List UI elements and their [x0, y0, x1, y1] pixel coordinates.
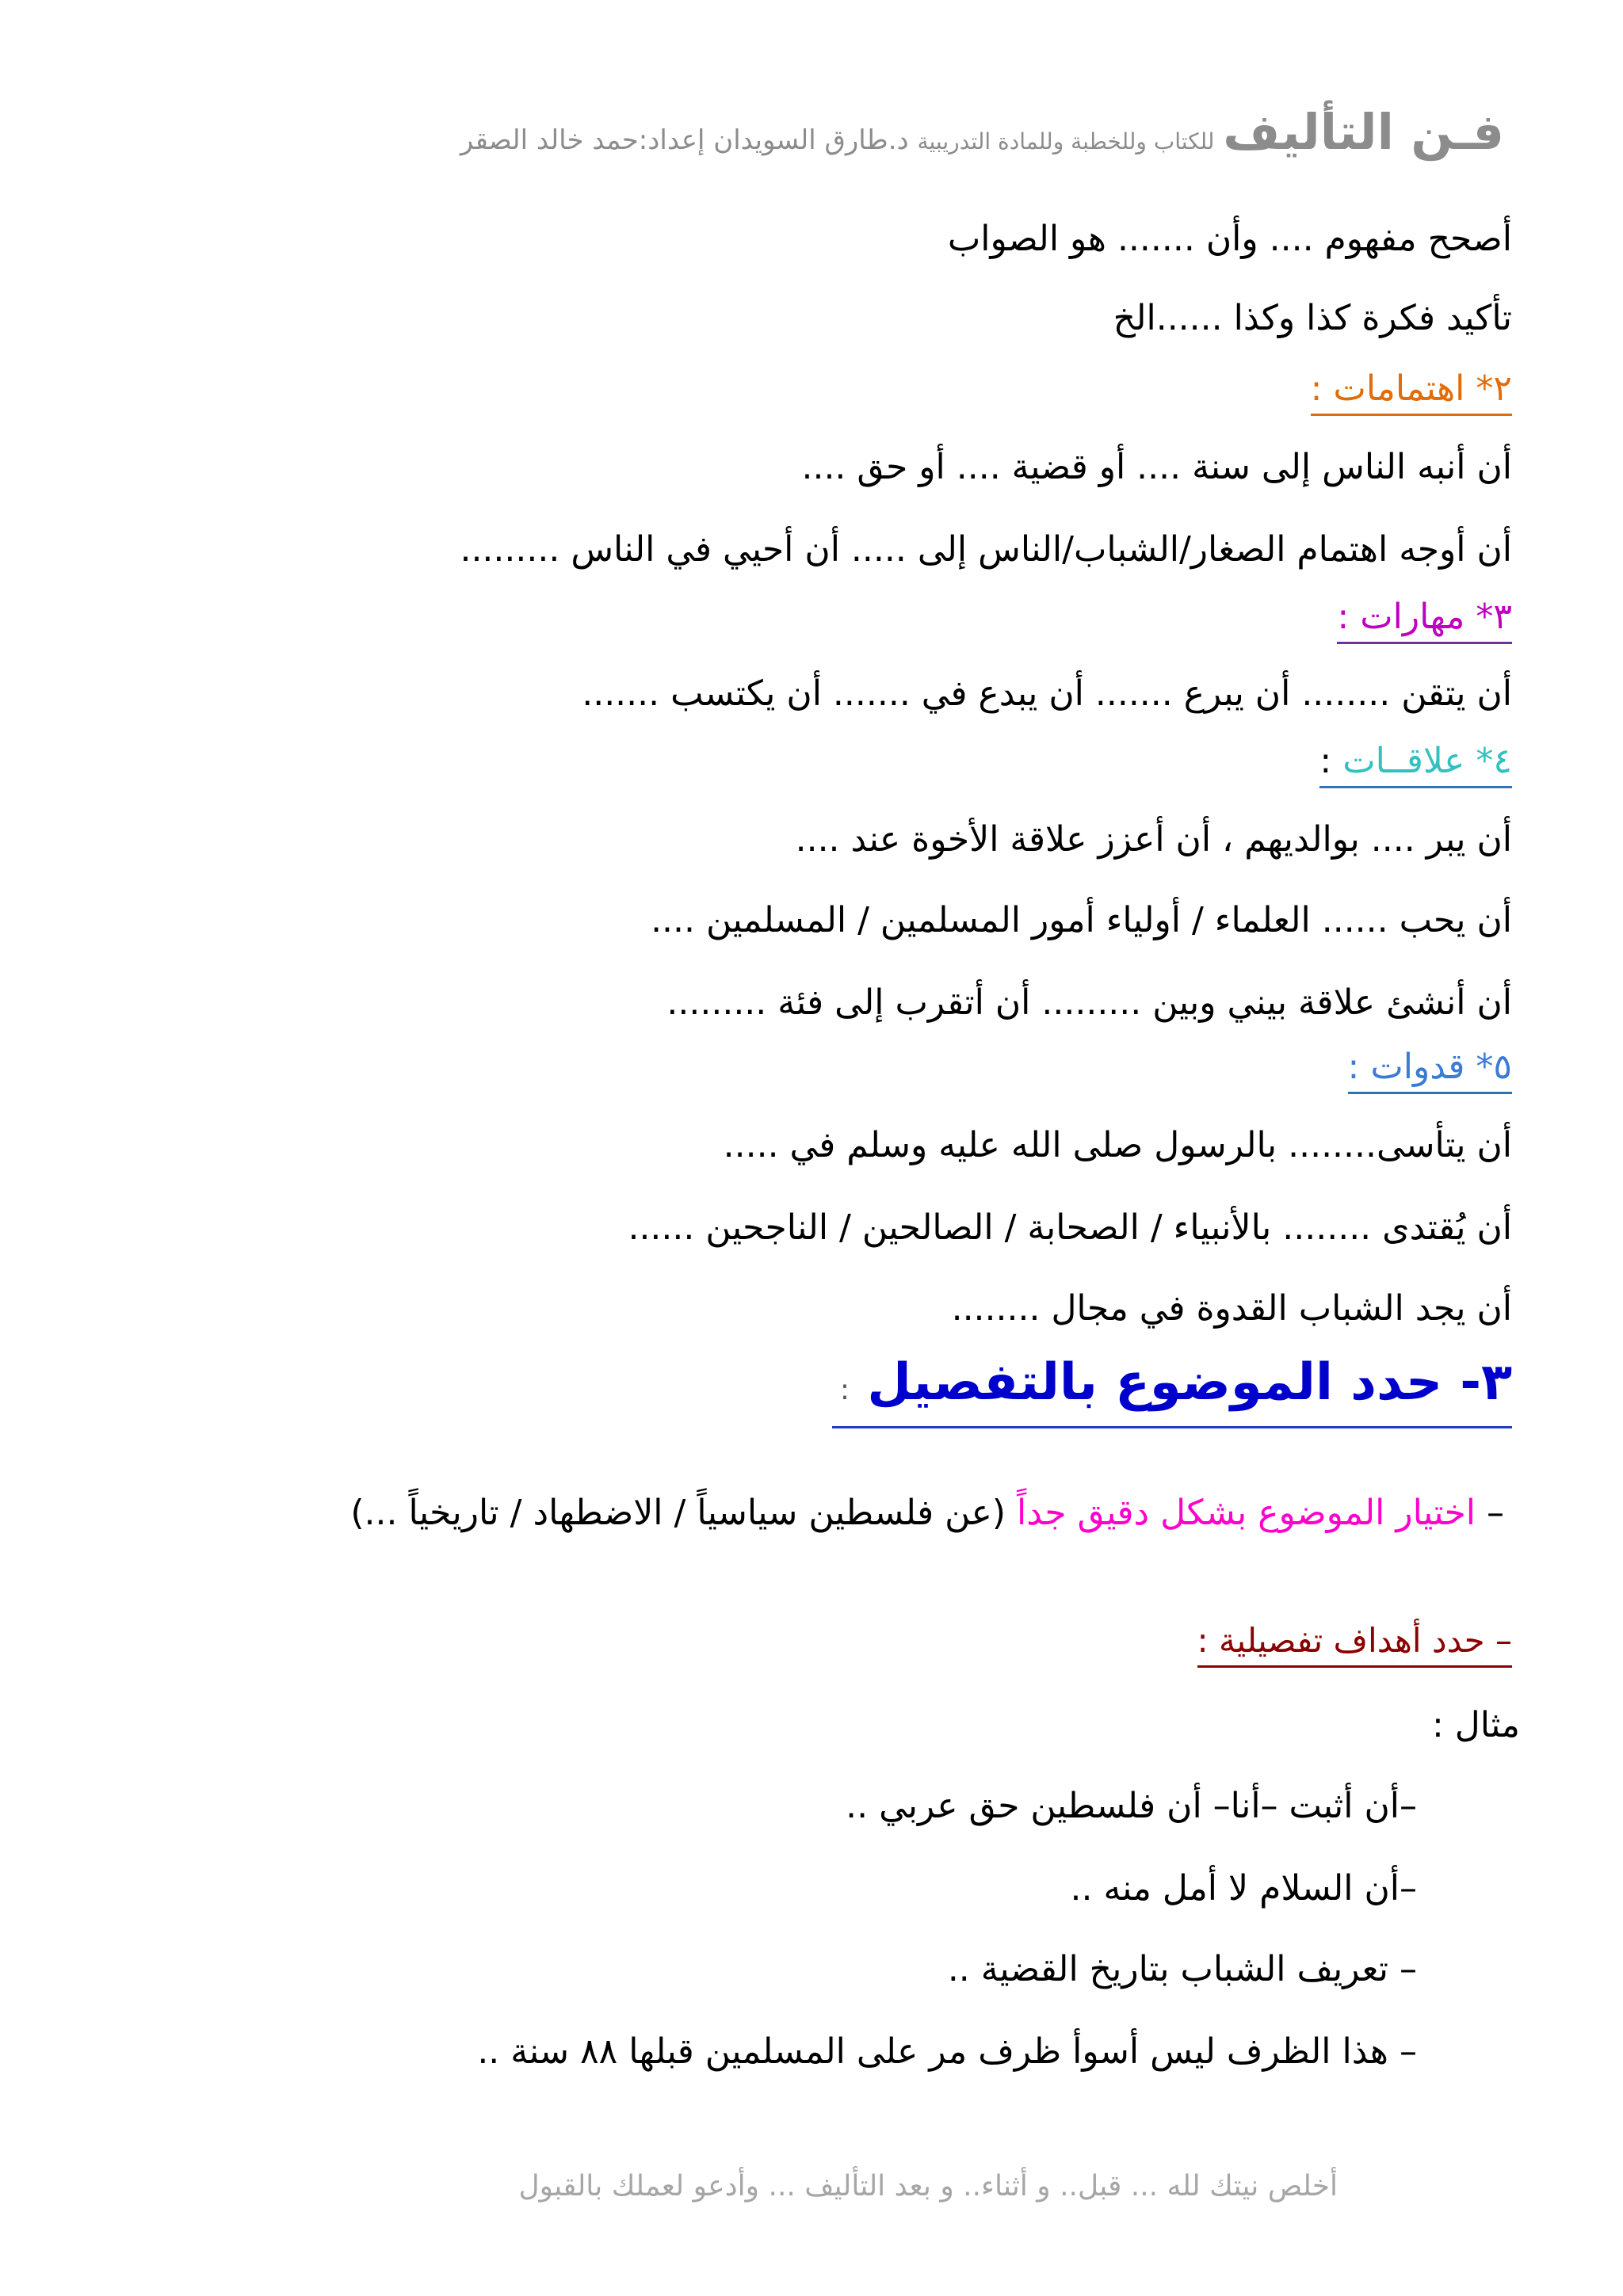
book-author: د.طارق السويدان: [713, 124, 909, 156]
text-line: أن يحب ...... العلماء / أولياء أمور المسلمين / المسلمين ....: [651, 900, 1512, 940]
text-line: أن أنبه الناس إلى سنة .... أو قضية .... أو حق ....: [801, 447, 1512, 487]
main-heading-text: ٣- حدد الموضوع بالتفصيل: [867, 1353, 1512, 1412]
page-header: [238, 105, 1504, 170]
text-line: أن يبر .... بوالديهم ، أن أعزز علاقة الأخوة عند ....: [795, 819, 1512, 860]
example-item: –أن السلام لا أمل منه ..: [1070, 1868, 1417, 1909]
text-line: أن أوجه اهتمام الصغار/الشباب/الناس إلى ..... أن أحيي في الناس .........: [460, 529, 1512, 570]
main-heading-colon: :: [839, 1374, 850, 1406]
page-footer: أخلص نيتك لله ... قبل.. و أثناء.. و بعد التأليف ... وأدعو لعملك بالقبول: [518, 2170, 1338, 2203]
text-line: أن يتقن ........ أن يبرع ....... أن يبدع في ....... أن يكتسب .......: [582, 673, 1512, 714]
main-heading: [832, 1347, 1512, 1428]
book-subtitle: للكتاب وللخطبة وللمادة التدريبية: [917, 128, 1215, 154]
text-line: أن يجد الشباب القدوة في مجال ........: [951, 1288, 1512, 1329]
relations-heading-colon: :: [1319, 741, 1332, 781]
example-item: –أن أثبت –أنا– أن فلسطين حق عربي ..: [846, 1786, 1417, 1826]
prepared-by: إعداد:حمد خالد الصقر: [460, 124, 705, 156]
text-line: تأكيد فكرة كذا وكذا ......الخ: [1113, 298, 1512, 338]
goals-heading: – حدد أهداف تفصيلية :: [1197, 1618, 1512, 1668]
relations-heading-text: ٤* علاقــات: [1342, 741, 1512, 781]
book-title: فـن التأليف: [1223, 103, 1504, 161]
choose-highlight: اختيار الموضوع بشكل دقيق جداً: [1017, 1493, 1476, 1533]
choose-rest: (عن فلسطين سياسياً / الاضطهاد / تاريخياً ...): [350, 1493, 1006, 1533]
text-line: أن أنشئ علاقة بيني وبين ......... أن أتقرب إلى فئة .........: [666, 982, 1512, 1023]
example-label: مثال :: [1431, 1705, 1520, 1745]
section-heading-relations: [1319, 738, 1512, 788]
text-line: أصحح مفهوم .... وأن ....... هو الصواب: [947, 219, 1512, 259]
choose-topic-line: [158, 1489, 1504, 1537]
text-line: أن يُقتدى ........ بالأنبياء / الصحابة / الصالحين / الناجحين ......: [628, 1207, 1512, 1248]
section-heading-skills: ٣* مهارات :: [1337, 594, 1512, 644]
section-heading-interests: ٢* اهتمامات :: [1311, 366, 1512, 416]
example-item: – هذا الظرف ليس أسوأ ظرف مر على المسلمين قبلها ٨٨ سنة ..: [477, 2031, 1417, 2072]
text-line: أن يتأسى........ بالرسول صلى الله عليه وسلم في .....: [723, 1125, 1512, 1165]
example-item: – تعريف الشباب بتاريخ القضية ..: [947, 1949, 1417, 1989]
choose-dash: –: [1487, 1493, 1504, 1533]
section-heading-role-models: ٥* قدوات :: [1348, 1044, 1512, 1094]
